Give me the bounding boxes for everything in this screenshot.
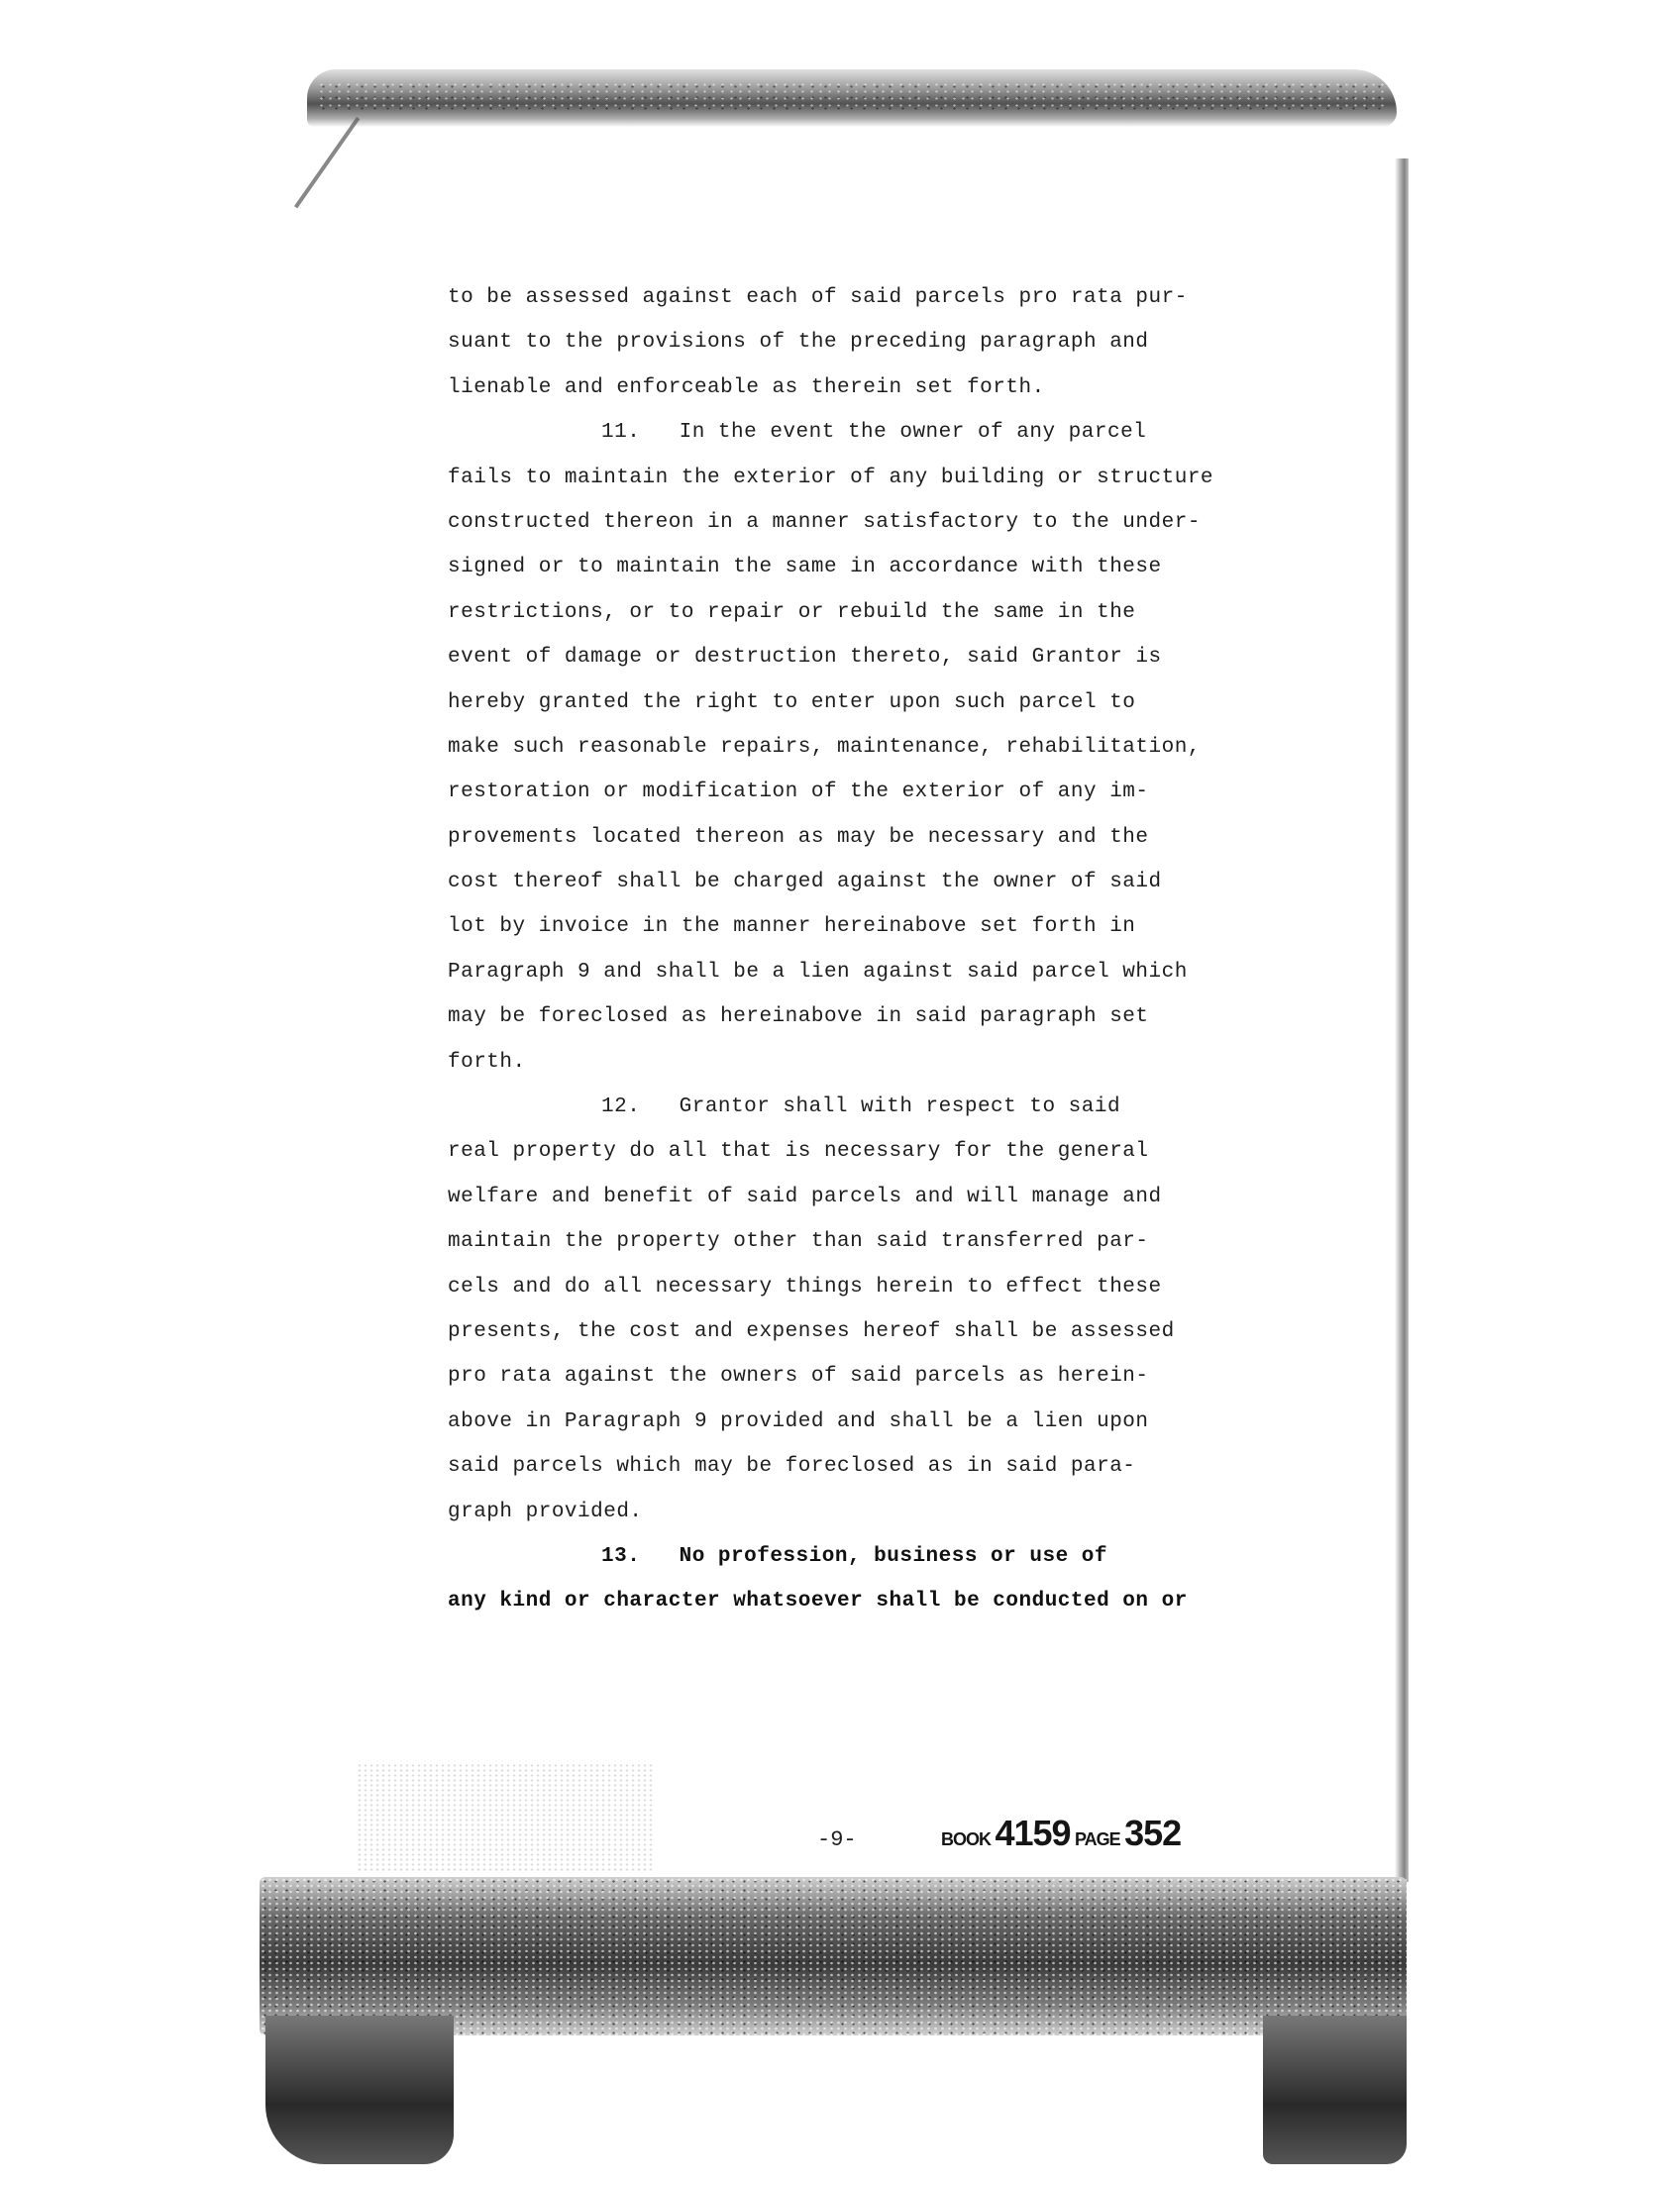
text-line: event of damage or destruction thereto, said Grantor is bbox=[448, 646, 1162, 670]
text-line: restrictions, or to repair or rebuild the same in the bbox=[448, 600, 1136, 624]
text-line: fails to maintain the exterior of any building or structure bbox=[448, 466, 1214, 489]
text-line: restoration or modification of the exterior of any im- bbox=[448, 781, 1149, 804]
text-line: above in Paragraph 9 provided and shall be a lien upon bbox=[448, 1409, 1149, 1433]
text-line: forth. bbox=[448, 1050, 526, 1074]
scan-smudge bbox=[357, 1763, 654, 1872]
text-line: cost thereof shall be charged against the owner of said bbox=[448, 871, 1162, 894]
scan-noise-top bbox=[317, 81, 1387, 111]
text-line: signed or to maintain the same in accordance with these bbox=[448, 556, 1162, 579]
book-number: 4159 bbox=[995, 1813, 1071, 1853]
text-line: lienable and enforceable as therein set forth. bbox=[448, 375, 1045, 399]
text-line: may be foreclosed as hereinabove in said paragraph set bbox=[448, 1005, 1149, 1029]
text-line: 11. In the event the owner of any parcel bbox=[601, 421, 1147, 445]
page-number: -9- bbox=[817, 1827, 857, 1852]
text-line: make such reasonable repairs, maintenance, rehabilitation, bbox=[448, 735, 1201, 759]
book-label: BOOK bbox=[941, 1829, 991, 1849]
text-line: hereby granted the right to enter upon such parcel to bbox=[448, 690, 1136, 714]
text-line: graph provided. bbox=[448, 1500, 643, 1523]
text-line: cels and do all necessary things herein to effect these bbox=[448, 1275, 1162, 1299]
text-line: suant to the provisions of the preceding paragraph and bbox=[448, 331, 1149, 355]
text-line: real property do all that is necessary for the general bbox=[448, 1140, 1149, 1164]
text-line: presents, the cost and expenses hereof shall be assessed bbox=[448, 1319, 1175, 1343]
text-line: pro rata against the owners of said parcels as herein- bbox=[448, 1365, 1149, 1389]
recording-stamp bbox=[941, 1813, 1181, 1854]
text-line: Paragraph 9 and shall be a lien against said parcel which bbox=[448, 960, 1188, 984]
text-line: to be assessed against each of said parcels pro rata pur- bbox=[448, 286, 1188, 309]
text-line: said parcels which may be foreclosed as in said para- bbox=[448, 1455, 1136, 1479]
text-line: maintain the property other than said transferred par- bbox=[448, 1230, 1149, 1254]
page-reference: 352 bbox=[1124, 1813, 1182, 1853]
fold-mark bbox=[294, 117, 360, 208]
text-line: constructed thereon in a manner satisfactory to the under- bbox=[448, 510, 1201, 534]
text-line: provements located thereon as may be necessary and the bbox=[448, 825, 1149, 849]
text-line: 12. Grantor shall with respect to said bbox=[601, 1095, 1121, 1119]
scan-bottom-tab-right bbox=[1263, 2016, 1407, 2164]
scan-right-edge bbox=[1395, 158, 1409, 1882]
scan-bottom-tab-left bbox=[265, 2016, 454, 2164]
page-label: PAGE bbox=[1075, 1829, 1120, 1849]
text-line: any kind or character whatsoever shall be conducted on or bbox=[448, 1590, 1188, 1614]
scan-noise-bottom bbox=[260, 1877, 1407, 2035]
document-body bbox=[448, 275, 1270, 1624]
text-line: 13. No profession, business or use of bbox=[601, 1544, 1107, 1568]
text-line: lot by invoice in the manner hereinabove set forth in bbox=[448, 915, 1136, 939]
text-line: welfare and benefit of said parcels and will manage and bbox=[448, 1185, 1162, 1208]
